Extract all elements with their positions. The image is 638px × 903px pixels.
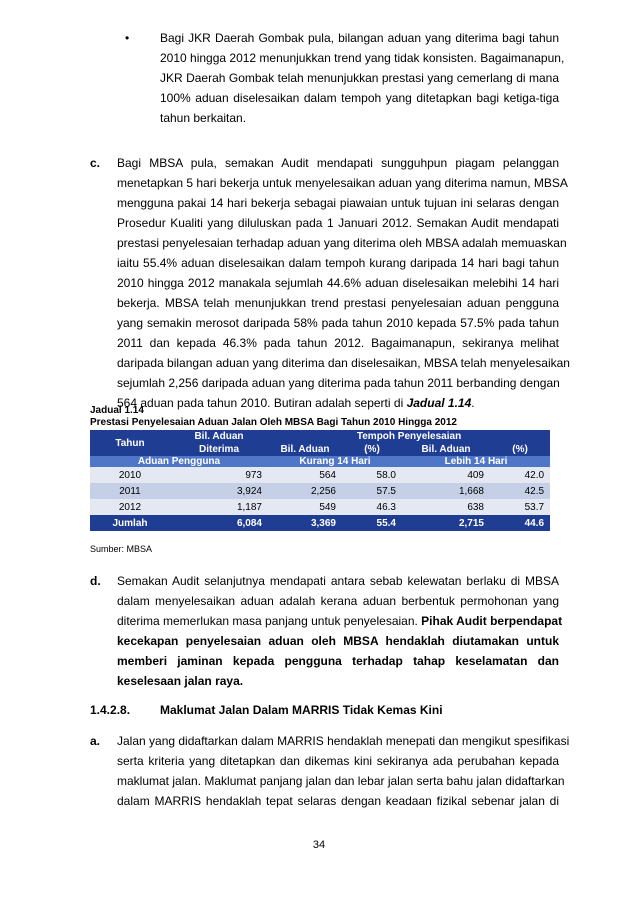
para-c-line: yang semakin merosot daripada 58% pada tahun 2010 kepada 57.5% pada tahun xyxy=(117,316,559,330)
para-d-line: diterima memerlukan masa panjang untuk penyelesaian. Pihak Audit berpendapat xyxy=(117,614,563,628)
cell-lebih-pct: 42.5 xyxy=(490,483,550,499)
cell-kurang-pct: 58.0 xyxy=(342,467,402,483)
cell-total-label: Jumlah xyxy=(90,515,170,531)
para-d-line: kecekapan penyelesaian aduan oleh MBSA hendaklah diutamakan untuk xyxy=(117,634,559,648)
subheader-lebih: Lebih 14 Hari xyxy=(402,456,550,467)
cell-kurang-bil: 564 xyxy=(268,467,342,483)
para-c-line: mengguna pakai 14 hari bekerja sebagai piawaian untuk tujuan ini selaras dengan xyxy=(117,196,559,210)
subheader-aduan-pengguna: Aduan Pengguna xyxy=(90,456,268,467)
section-number: 1.4.2.8. xyxy=(90,703,131,717)
header-pct: (%) xyxy=(490,443,550,456)
para-c-line: 2010 hingga 2012 manakala sejumlah 44.6% aduan diselesaikan melebihi 14 hari xyxy=(117,276,559,290)
para-c-line: bekerja. MBSA telah menunjukkan trend prestasi penyelesaian aduan pengguna xyxy=(117,296,559,310)
para-c-line: prestasi penyelesaian terhadap aduan yang diterima oleh MBSA adalah memuaskan xyxy=(117,236,567,250)
section-title: Maklumat Jalan Dalam MARRIS Tidak Kemas Kini xyxy=(160,703,443,717)
para-c-line: daripada bilangan aduan yang diterima dan diselesaikan, MBSA telah menyelesaikan xyxy=(117,356,570,370)
para-c-line: Prosedur Kualiti yang diluluskan pada 1 Januari 2012. Semakan Audit mendapati xyxy=(117,216,559,230)
para-c-line: 2011 dan kepada 46.3% pada tahun 2012. Bagaimanapun, sekiranya melihat xyxy=(117,336,559,350)
para-a-line: maklumat jalan. Maklumat panjang jalan dan lebar jalan serta bahu jalan didaftarkan xyxy=(117,774,565,788)
cell-tahun: 2012 xyxy=(90,499,170,515)
bullet-icon: • xyxy=(125,31,130,45)
cell-lebih-bil: 409 xyxy=(402,467,490,483)
cell-total-lebih-bil: 2,715 xyxy=(402,515,490,531)
cell-diterima: 973 xyxy=(170,467,268,483)
table-row xyxy=(90,499,550,515)
table-row xyxy=(90,483,550,499)
cell-tahun: 2010 xyxy=(90,467,170,483)
para-d-line: keselesaan jalan raya. xyxy=(117,674,244,688)
cell-lebih-bil: 638 xyxy=(402,499,490,515)
bullet-line: Bagi JKR Daerah Gombak pula, bilangan aduan yang diterima bagi tahun xyxy=(160,31,559,45)
complaint-table xyxy=(90,430,550,531)
cell-lebih-bil: 1,668 xyxy=(402,483,490,499)
header-bil-aduan: Bil. Aduan xyxy=(268,443,342,456)
cell-kurang-pct: 57.5 xyxy=(342,483,402,499)
para-a-marker: a. xyxy=(90,734,101,748)
cell-diterima: 3,924 xyxy=(170,483,268,499)
bullet-line: 2010 hingga 2012 menunjukkan trend yang tidak konsisten. Bagaimanapun, xyxy=(160,51,565,65)
para-c-line: menetapkan 5 hari bekerja untuk menyelesaikan aduan yang diterima namun, MBSA xyxy=(117,176,568,190)
cell-kurang-pct: 46.3 xyxy=(342,499,402,515)
table-caption-number: Jadual 1.14 xyxy=(90,405,144,416)
cell-tahun: 2011 xyxy=(90,483,170,499)
page-number: 34 xyxy=(312,839,326,851)
table-caption-title: Prestasi Penyelesaian Aduan Jalan Oleh MBSA Bagi Tahun 2010 Hingga 2012 xyxy=(90,417,457,428)
header-bil-aduan-diterima: Bil. Aduan Diterima xyxy=(170,430,268,456)
bullet-line: 100% aduan diselesaikan dalam tempoh yang ditetapkan bagi ketiga-tiga xyxy=(160,91,559,105)
table-reference: Jadual 1.14 xyxy=(406,396,472,410)
cell-total-lebih-pct: 44.6 xyxy=(490,515,550,531)
para-c-line: sejumlah 2,256 daripada aduan yang diterima pada tahun 2011 berbanding dengan xyxy=(117,376,560,390)
cell-kurang-bil: 549 xyxy=(268,499,342,515)
cell-total-kurang-bil: 3,369 xyxy=(268,515,342,531)
para-c-marker: c. xyxy=(90,156,101,170)
para-d-line: memberi jaminan kepada pengguna terhadap tahap keselamatan dan xyxy=(117,654,559,668)
para-a-line: dalam MARRIS hendaklah tepat selaras dengan keadaan fizikal sebenar jalan di xyxy=(117,794,559,808)
header-tempoh: Tempoh Penyelesaian xyxy=(268,430,550,443)
header-bil-aduan: Bil. Aduan xyxy=(402,443,490,456)
bullet-line: tahun berkaitan. xyxy=(160,111,247,125)
para-a-line: Jalan yang didaftarkan dalam MARRIS hendaklah menepati dan mengikut spesifikasi xyxy=(117,734,570,748)
cell-diterima: 1,187 xyxy=(170,499,268,515)
header-pct: (%) xyxy=(342,443,402,456)
header-tahun: Tahun xyxy=(90,430,170,456)
para-c-line: 564 aduan pada tahun 2010. Butiran adalah seperti di Jadual 1.14. xyxy=(117,396,475,410)
cell-lebih-pct: 53.7 xyxy=(490,499,550,515)
para-a-line: serta kriteria yang ditetapkan dan dikemas kini sekiranya ada perubahan kepada xyxy=(117,754,559,768)
cell-lebih-pct: 42.0 xyxy=(490,467,550,483)
para-d-line: Semakan Audit selanjutnya mendapati antara sebab kelewatan berlaku di MBSA xyxy=(117,574,559,588)
para-d-marker: d. xyxy=(90,574,101,588)
para-c-line: iaitu 55.4% aduan diselesaikan dalam tempoh kurang daripada 14 hari bagi tahun xyxy=(117,256,559,270)
para-d-line: dalam menyelesaikan aduan adalah kerana aduan berbentuk permohonan yang xyxy=(117,594,559,608)
bullet-line: JKR Daerah Gombak telah menunjukkan prestasi yang cemerlang di mana xyxy=(160,71,559,85)
para-c-line: Bagi MBSA pula, semakan Audit mendapati sungguhpun piagam pelanggan xyxy=(117,156,559,170)
table-row xyxy=(90,467,550,483)
cell-total-kurang-pct: 55.4 xyxy=(342,515,402,531)
cell-kurang-bil: 2,256 xyxy=(268,483,342,499)
subheader-kurang: Kurang 14 Hari xyxy=(268,456,402,467)
table-total-row xyxy=(90,515,550,531)
cell-total-diterima: 6,084 xyxy=(170,515,268,531)
table-source: Sumber: MBSA xyxy=(90,544,153,554)
